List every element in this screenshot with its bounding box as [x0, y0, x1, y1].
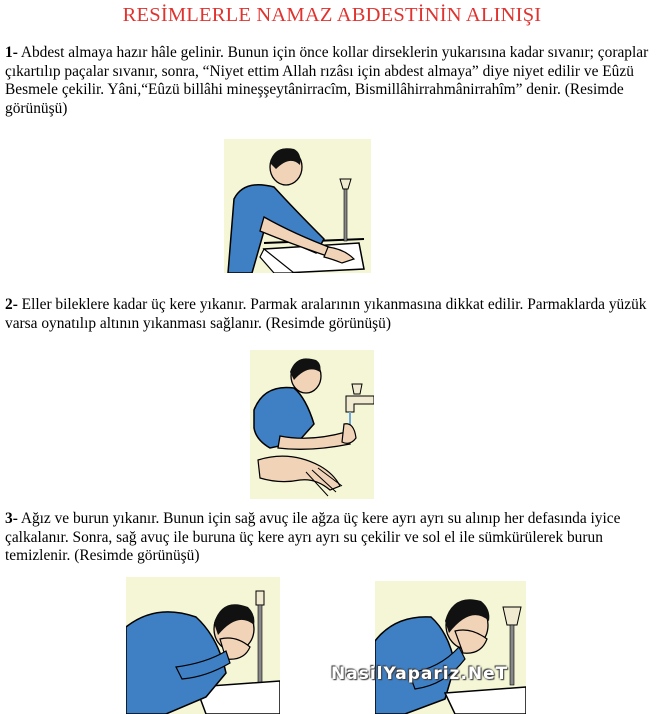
- step-2-number: 2-: [5, 296, 18, 313]
- step-3-mouth-illustration: [126, 577, 280, 714]
- step-3-nose-illustration: [375, 581, 526, 714]
- step-2-illustration: [250, 350, 374, 499]
- step-3-text: Ağız ve burun yıkanır. Bunun için sağ avuç ile ağza üç kere ayrı ayrı su alınıp her defasında iyice çalkalanır. Sonra, sağ avuç ile buruna üç kere ayrı ayrı su çekilir ve sol el ile sümkürülerek burun temizlenir. (Resimde görünüşü): [5, 510, 621, 564]
- step-3-paragraph: [5, 510, 659, 566]
- step-2-text: Eller bileklere kadar üç kere yıkanır. Parmak aralarının yıkanmasına dikkat edilir. Parmaklarda yüzük varsa oynatılıp altının yıkanması sağlanır. (Resimde görünüşü): [5, 296, 647, 332]
- step-1-number: 1-: [5, 44, 18, 61]
- step-2-paragraph: [5, 296, 659, 333]
- step-1-text: Abdest almaya hazır hâle gelinir. Bunun için önce kollar dirseklerin yukarısına kadar sıvanır; çoraplar çıkartılıp paçalar sıvanır, sonra, “Niyet ettim Allah rızâsı için abdest almaya” diye niyet edilir ve Eûzü Besmele çekilir. Yâni,“Eûzü billâhi mineşşeytânirracîm, Bismillâhirrahmânirrahîm” denir. (Resimde görünüşü): [5, 44, 649, 117]
- page-title: RESİMLERLE NAMAZ ABDESTİNİN ALINIŞI: [122, 4, 542, 26]
- watermark-logo: NasilYapariz.NeT: [331, 664, 509, 684]
- step-3-number: 3-: [5, 510, 18, 527]
- step-1-illustration: [224, 139, 371, 273]
- step-1-paragraph: [5, 44, 659, 118]
